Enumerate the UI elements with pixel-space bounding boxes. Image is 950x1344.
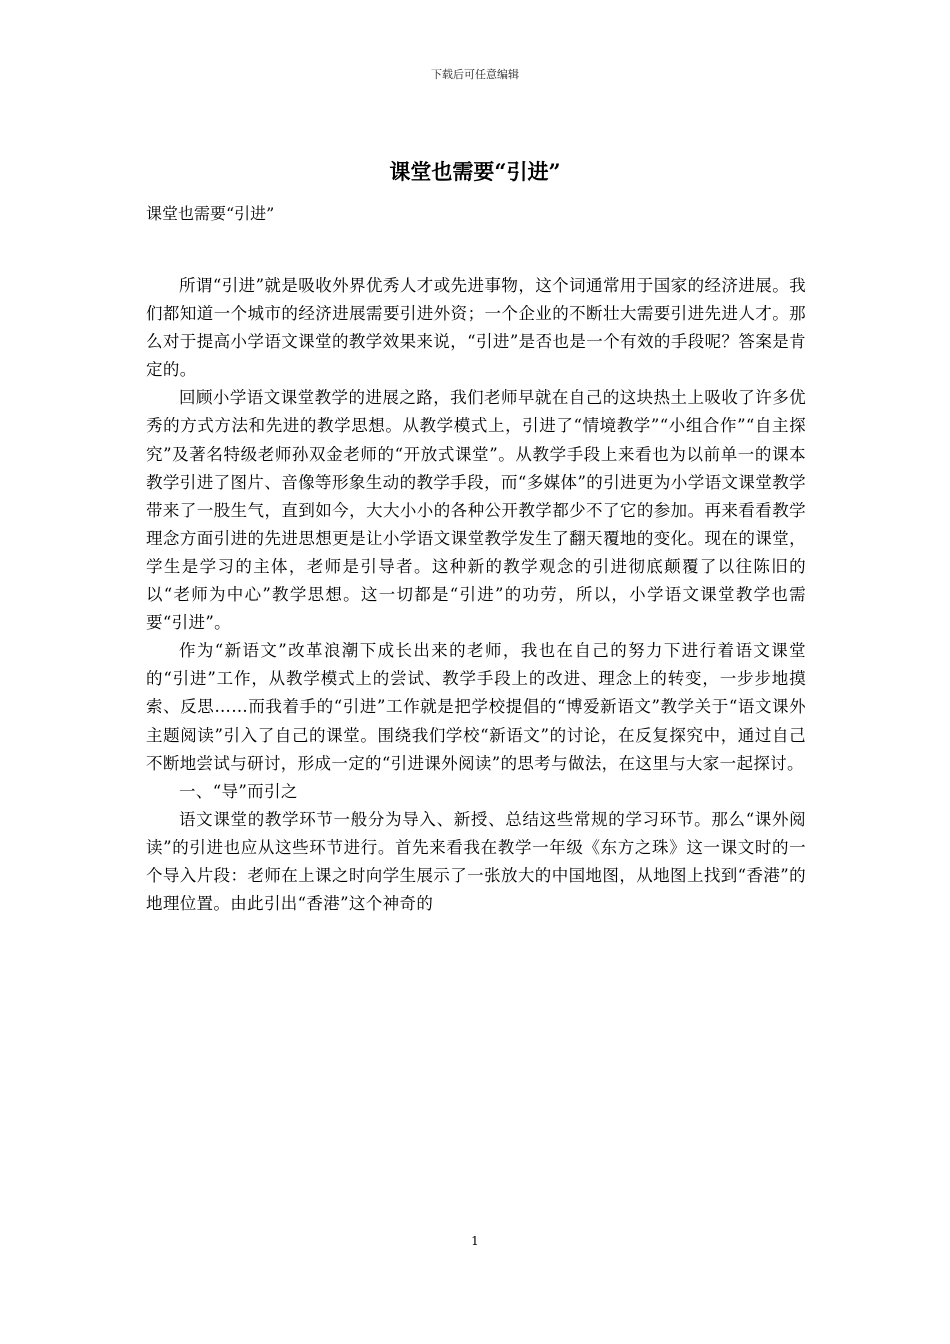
document-body	[146, 272, 806, 918]
paragraph-practice: 作为“新语文”改革浪潮下成长出来的老师，我也在自己的努力下进行着语文课堂的“引进”工作，从教学模式上的尝试、教学手段上的改进、理念上的转变，一步步地摸索、反思……而我着手的“引进”工作就是把学校提倡的“博爱新语文”教学关于“语文课外主题阅读”引入了自己的课堂。围绕我们学校“新语文”的讨论，在反复探究中，通过自己不断地尝试与研讨，形成一定的“引进课外阅读”的思考与做法，在这里与大家一起探讨。	[146, 641, 806, 773]
paragraph-review: 回顾小学语文课堂教学的进展之路，我们老师早就在自己的这块热土上吸收了许多优秀的方式方法和先进的教学思想。从教学模式上，引进了“情境教学”“小组合作”“自主探究”及著名特级老师孙双金老师的“开放式课堂”。从教学手段上来看也为以前单一的课本教学引进了图片、音像等形象生动的教学手段，而“多媒体”的引进更为小学语文课堂教学带来了一股生气，直到如今，大大小小的各种公开教学都少不了它的参加。再来看看教学理念方面引进的先进思想更是让小学语文课堂教学发生了翻天覆地的变化。现在的课堂，学生是学习的主体，老师是引导者。这种新的教学观念的引进彻底颠覆了以往陈旧的以“老师为中心”教学思想。这一切都是“引进”的功劳，所以，小学语文课堂教学也需要“引进”。	[146, 388, 806, 633]
document-subtitle: 课堂也需要“引进”	[146, 204, 275, 223]
page-number: 1	[471, 1234, 479, 1248]
section-heading: 一、“导”而引之	[179, 781, 298, 801]
paragraph-lesson-example: 语文课堂的教学环节一般分为导入、新授、总结这些常规的学习环节。那么“课外阅读”的引进也应从这些环节进行。首先来看我在教学一年级《东方之珠》这一课文时的一个导入片段：老师在上课之时向学生展示了一张放大的中国地图，从地图上找到“香港”的地理位置。由此引出“香港”这个神奇的	[146, 809, 806, 914]
document-title: 课堂也需要“引进”	[389, 159, 561, 184]
paragraph-intro: 所谓“引进”就是吸收外界优秀人才或先进事物，这个词通常用于国家的经济进展。我们都知道一个城市的经济进展需要引进外资；一个企业的不断壮大需要引进先进人才。那么对于提高小学语文课堂的教学效果来说，“引进”是否也是一个有效的手段呢？答案是肯定的。	[146, 276, 806, 380]
header-note: 下载后可任意编辑	[431, 68, 519, 81]
